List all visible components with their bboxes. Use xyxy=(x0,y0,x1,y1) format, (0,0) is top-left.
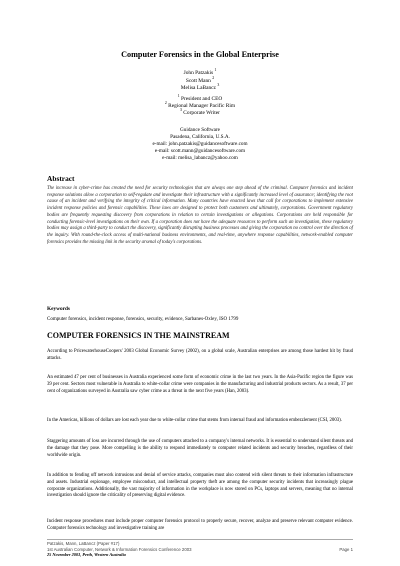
footer-date: 25 November 2003, Perth, Western Australia xyxy=(47,552,126,558)
section-heading: COMPUTER FORENSICS IN THE MAINSTREAM xyxy=(47,331,230,340)
body-paragraph: Staggering amounts of loss are incurred through the use of computers attached to a company's internal networks. It is essential to understand silent threats and the damage that they pose. More compelling is the ability to respond immediately to computer related incidents and security breaches, regardless of their worldwide origin. xyxy=(47,439,353,458)
abstract-heading: Abstract xyxy=(47,174,75,183)
organization-block xyxy=(0,127,400,162)
body-paragraph: An estimated 47 per cent of businesses in Australia experienced some form of economic crime in the last two years. In the Asia-Pacific region the figure was 39 per cent. Sectors most vulnerable in Australia to white-collar crime were companies in the manufacturing and industrial products sectors. As a result, 37 per cent of organizations surveyed in Australia saw cyber crime as a threat in the next five years (Han, 2003). xyxy=(47,375,353,394)
footer-divider xyxy=(47,539,353,540)
author-affiliation-mark: 2 xyxy=(212,75,215,80)
role-mark: 2 xyxy=(164,101,167,106)
body-paragraph: According to PricewaterhouseCoopers' 2003 Global Economic Survey (2002), on a global scale, Australian enterprises are among those hardest hit by fraud attacks. xyxy=(47,349,353,361)
organization-location: Pasadena, California, U.S.A. xyxy=(170,134,230,140)
role-text: President and CEO xyxy=(180,96,223,102)
author-role xyxy=(0,110,400,117)
role-text: Regional Manager Pacific Rim xyxy=(168,103,236,109)
abstract-text: The increase in cyber-crime has created the need for security technologies that are always one step ahead of the criminal. Computer forensics and incident response solutions allow a corporation to self-regulate and investigate their infrastructure with a significantly increased level of assurance; identifying the root cause of an incident and verifying the integrity of critical information. Many countries have enacted laws that call for corporations to implement extensive incident response policies and forensic capabilities. These laws are designed to protect both customers and ultimately, corporations. Government regulatory bodies are frequently requesting discovery from corporations in relation to certain investigations or allegations. Corporations are held responsible for conducting forensic-level investigations on their own. If a corporation does not have the adequate resources to perform such an investigation, these regulatory bodies may assign a third-party to conduct the discovery, significantly disrupting business processes and giving the corporation no control over the direction of the inquiry. With round-the-clock access of multi-national business environments, and real-time, anywhere response capabilities, network-enabled computer forensics provides the missing link in the security arsenal of today's corporations. xyxy=(47,186,353,245)
paper-title: Computer Forensics in the Global Enterprise xyxy=(121,50,279,59)
author-list xyxy=(0,70,400,93)
role-text: Corporate Writer xyxy=(183,110,220,116)
footer-authors: Patzakis, Mann, LaBancz (Paper #17) xyxy=(47,541,120,546)
author-roles xyxy=(0,96,400,117)
role-mark: 1 xyxy=(177,94,180,99)
footer-conference: 1st Australian Computer, Network & Information Forensics Conference 2003 xyxy=(47,546,192,552)
body-paragraph: Incident response procedures must include proper computer forensics protocol to properly secure, recover, analyze and preserve relevant computer evidence. Computer forensics technology and investigative training are xyxy=(47,519,353,531)
footer-page-number: Page 1 xyxy=(339,546,353,552)
keywords-heading: Keywords xyxy=(47,306,70,312)
role-mark: 3 xyxy=(180,108,182,113)
author-name: John Patzakis xyxy=(183,70,214,76)
page-footer xyxy=(47,541,353,558)
author-affiliation-mark: 1 xyxy=(214,68,217,73)
email-line: e-mail: john.patzakis@guidancesoftware.com xyxy=(152,141,248,147)
author xyxy=(0,85,400,93)
keywords-text: Computer forensics, incident response, forensics, security, evidence, Sarbanes-Oxley, ISO 1799 xyxy=(47,317,239,322)
organization-name: Guidance Software xyxy=(180,127,220,133)
author xyxy=(0,70,400,78)
email-line: e-mail: scott.mann@guidancesoftware.com xyxy=(154,148,246,154)
body-paragraph: In the Americas, billions of dollars are lost each year due to white-collar crime that stems from internal fraud and information embezzlement (CSI, 2003). xyxy=(47,418,342,423)
author-name: Scott Mann xyxy=(185,77,211,84)
body-paragraph: In addition to fending off network intrusions and denial of service attacks, companies must also contend with silent threats to their information infrastructure and assets. Industrial espionage, employee misconduct, and intellectual property theft are among the computer security incidents that increasingly plague corporate organizations. Additionally, the vast majority of information in the workplace is now stored on PCs, laptops and servers, meaning that no internal investigation should ignore the criticality of preserving digital evidence. xyxy=(47,473,353,499)
author-affiliation-mark: 3 xyxy=(217,83,220,88)
author-name: Melisa LaBancz xyxy=(180,85,216,92)
email-line: e-mail: melisa_labancz@yahoo.com xyxy=(162,155,238,161)
